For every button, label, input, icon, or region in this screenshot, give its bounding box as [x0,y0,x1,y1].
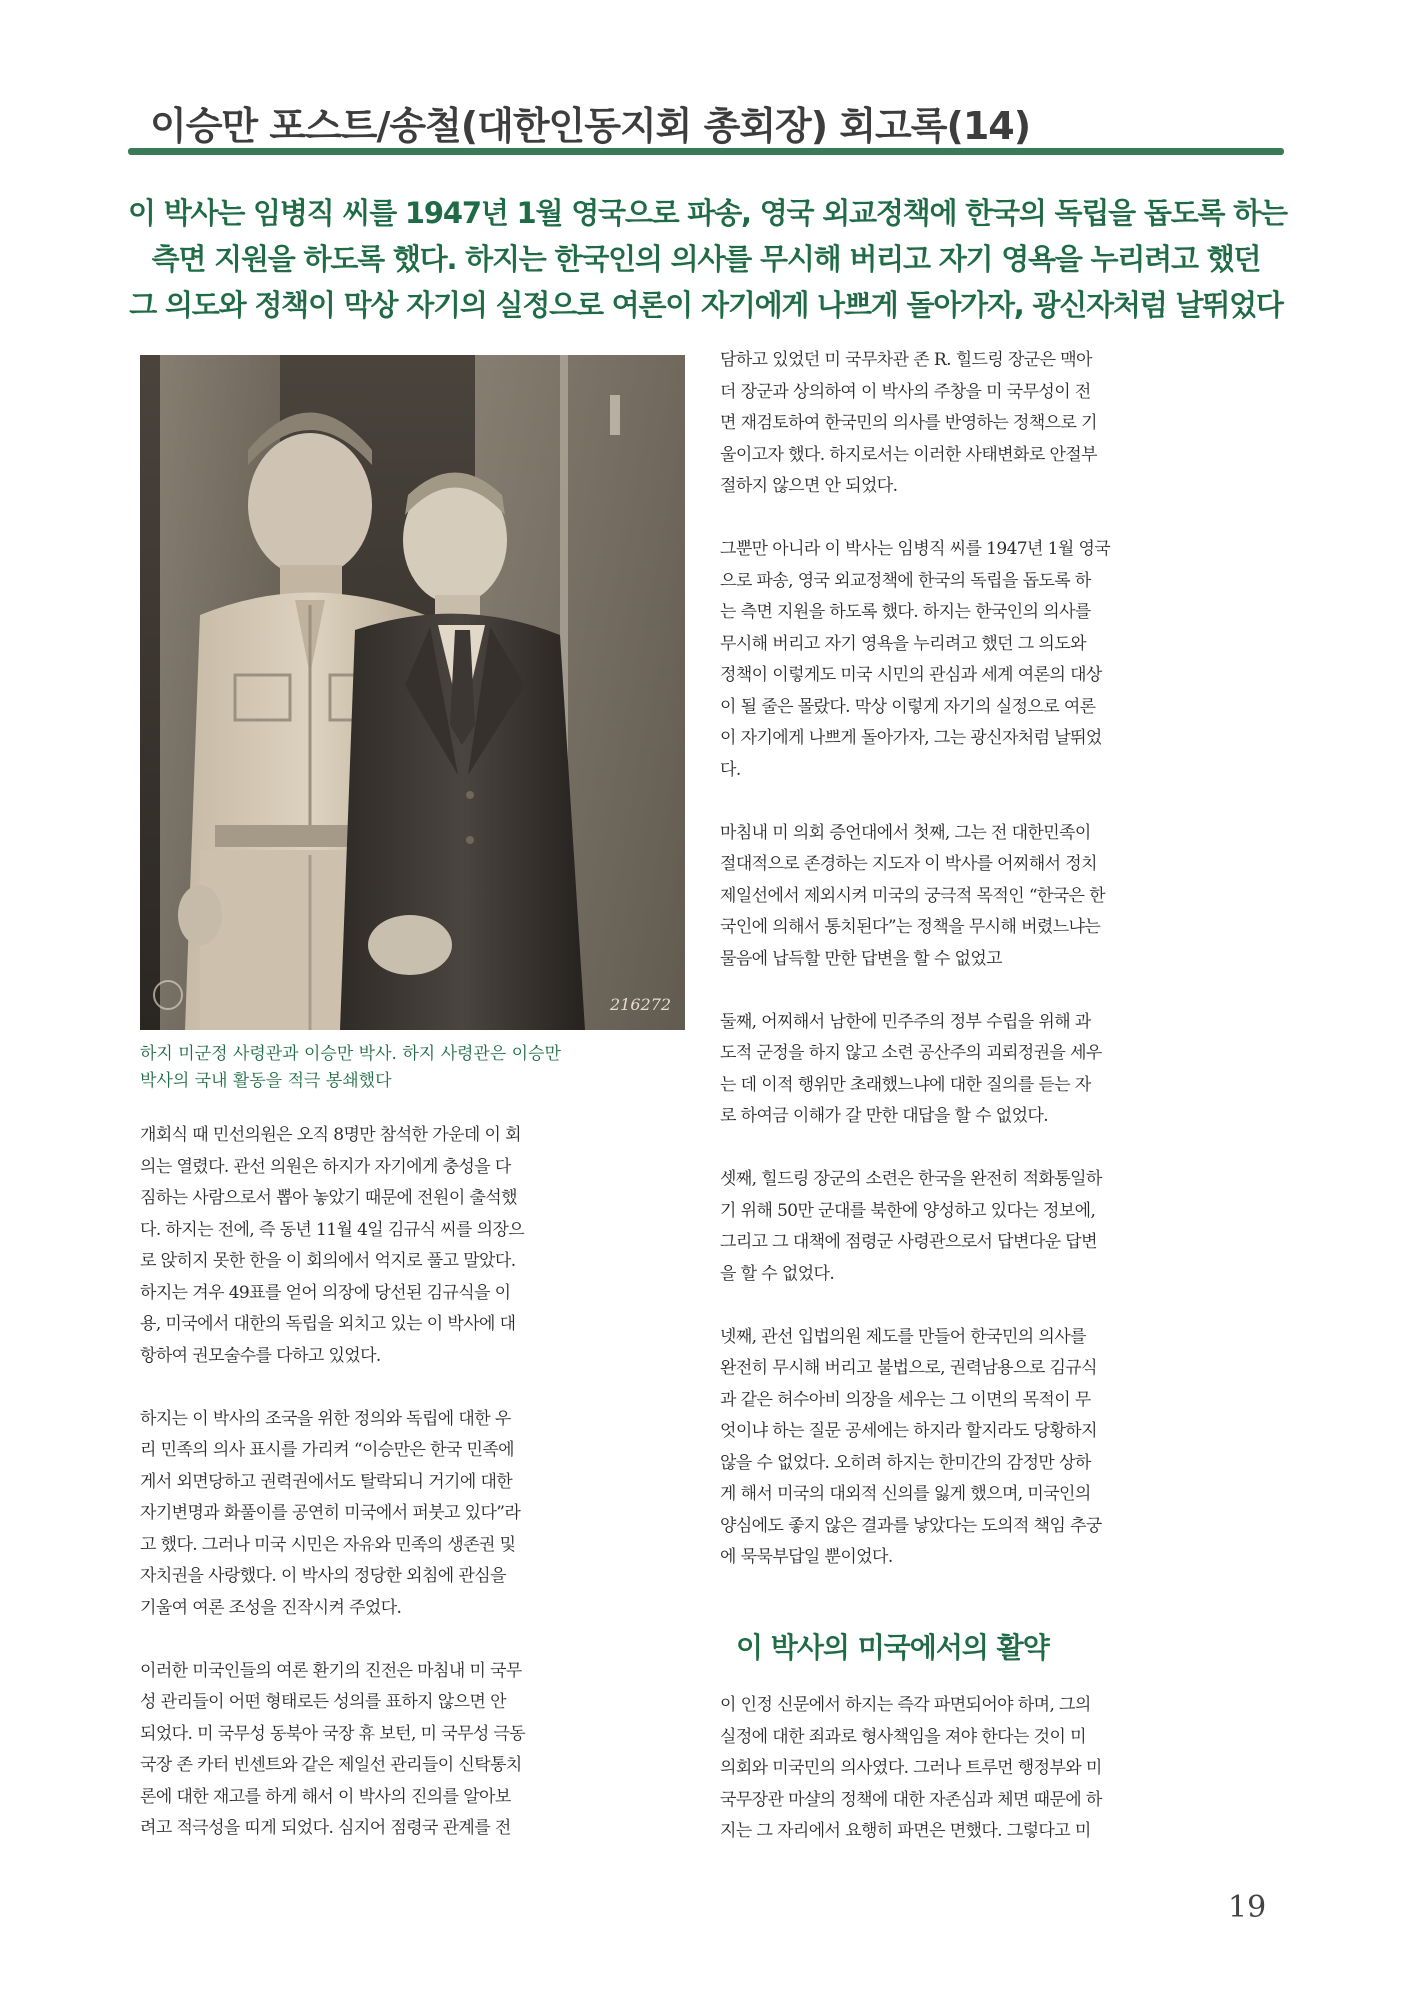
left-text-column [140,1120,688,1845]
body-line: 개회식 때 민선의원은 오직 8명만 참석한 가운데 이 회 [140,1125,521,1145]
body-line: 려고 적극성을 띠게 되었다. 심지어 점령국 관계를 전 [140,1818,511,1838]
body-line: 리 민족의 의사 표시를 가리켜 “이승만은 한국 민족에 [140,1440,514,1460]
paragraph-gap [720,1290,1276,1322]
paragraph-gap [720,503,1276,535]
body-line: 절하지 않으면 안 되었다. [720,476,898,496]
header-divider [128,148,1284,155]
section-subheading: 이 박사의 미국에서의 활약 [736,1631,1049,1664]
body-line: 엇이냐 하는 질문 공세에는 하지라 할지라도 당황하지 [720,1421,1097,1441]
body-line: 넷째, 관선 입법의원 제도를 만들어 한국민의 의사를 [720,1326,1086,1347]
body-line: 기 위해 50만 군대를 북한에 양성하고 있다는 정보에, [720,1200,1096,1221]
right-text-column [720,345,1276,1574]
body-line: 제일선에서 제외시켜 미국의 궁극적 목적인 “한국은 한 [720,885,1105,906]
body-line: 양심에도 좋지 않은 결과를 낳았다는 도의적 책임 추궁 [720,1515,1102,1536]
body-line: 국인에 의해서 통치된다”는 정책을 무시해 버렸느냐는 [720,917,1101,937]
paragraph-gap [720,786,1276,818]
body-line: 이 자기에게 나쁘게 돌아가자, 그는 광신자처럼 날뛰었 [720,728,1102,748]
photo-caption [140,1041,685,1095]
body-line: 완전히 무시해 버리고 불법으로, 권력남용으로 김규식 [720,1358,1097,1378]
body-line: 정책이 이렇게도 미국 시민의 관심과 세계 여론의 대상 [720,665,1102,685]
page-number: 19 [1228,1890,1267,1925]
body-line: 둘째, 어찌해서 남한에 민주주의 정부 수립을 위해 과 [720,1011,1091,1032]
caption-line: 하지 미군정 사령관과 이승만 박사. 하지 사령관은 이승만 [140,1044,561,1064]
body-line: 이 될 줄은 몰랐다. 막상 이렇게 자기의 실정으로 여론 [720,696,1096,717]
headline-line: 측면 지원을 하도록 했다. 하지는 한국인의 의사를 무시해 버리고 자기 영욕을 누리려고 했던 [151,242,1261,276]
body-line: 게서 외면당하고 권력권에서도 탈락되니 거기에 대한 [140,1471,513,1492]
body-line: 울이고자 했다. 하지로서는 이러한 사태변화로 안절부 [720,444,1097,465]
body-line: 이 인정 신문에서 하지는 즉각 파면되어야 하며, 그의 [720,1695,1091,1715]
body-line: 이러한 미국인들의 여론 환기의 진전은 마침내 미 국무 [140,1660,522,1681]
body-line: 게 해서 미국의 대외적 신의를 잃게 했으며, 미국인의 [720,1484,1091,1504]
body-line: 는 측면 지원을 하도록 했다. 하지는 한국인의 의사를 [720,602,1091,622]
body-line: 는 데 이적 행위만 초래했느냐에 대한 질의를 듣는 자 [720,1074,1091,1095]
headline-line: 그 의도와 정책이 막상 자기의 실정으로 여론이 자기에게 나쁘게 돌아가자, 광신자처럼 날뛰었다 [129,288,1283,322]
body-line: 실정에 대한 죄과로 형사책임을 져야 한다는 것이 미 [720,1726,1086,1747]
body-line: 국장 존 카터 빈센트와 같은 제일선 관리들이 신탁통치 [140,1755,522,1775]
body-line: 도적 군정을 하지 않고 소련 공산주의 괴뢰정권을 세우 [720,1043,1102,1063]
body-line: 마침내 미 의회 증언대에서 첫째, 그는 전 대한민족이 [720,822,1091,843]
body-line: 고 했다. 그러나 미국 시민은 자유와 민족의 생존권 및 [140,1534,516,1555]
body-line: 하지는 겨우 49표를 얻어 의장에 당선된 김규식을 이 [140,1282,511,1303]
page-header-title: 이승만 포스트/송철(대한인동지회 총회장) 회고록(14) [150,104,1031,148]
body-line: 과 같은 허수아비 의장을 세우는 그 이면의 목적이 무 [720,1389,1091,1410]
body-line: 성 관리들이 어떤 형태로든 성의를 표하지 않으면 안 [140,1692,506,1712]
body-line: 그뿐만 아니라 이 박사는 임병직 씨를 1947년 1월 영국 [720,539,1111,559]
body-line: 자치권을 사랑했다. 이 박사의 정당한 외침에 관심을 [140,1566,506,1586]
paragraph-gap [140,1372,688,1404]
body-line: 을 할 수 없었다. [720,1263,835,1284]
body-line: 지는 그 자리에서 요행히 파면은 면했다. 그렇다고 미 [720,1821,1091,1841]
body-line: 면 재검토하여 한국민의 의사를 반영하는 정책으로 기 [720,413,1097,433]
body-line: 셋째, 힐드링 장군의 소련은 한국을 완전히 적화통일하 [720,1169,1102,1189]
headline-line: 이 박사는 임병직 씨를 1947년 1월 영국으로 파송, 영국 외교정책에 한국의 독립을 돕도록 하는 [128,196,1287,230]
body-line: 국무장관 마샬의 정책에 대한 자존심과 체면 때문에 하 [720,1789,1102,1810]
body-line: 그리고 그 대책에 점령군 사령관으로서 답변다운 답변 [720,1232,1097,1252]
body-line: 되었다. 미 국무성 동북아 국장 휴 보턴, 미 국무성 극동 [140,1723,526,1744]
body-line: 항하여 권모술수를 다하고 있었다. [140,1345,381,1366]
body-line: 에 묵묵부답일 뿐이었다. [720,1547,893,1567]
body-line: 자기변명과 화풀이를 공연히 미국에서 퍼붓고 있다”라 [140,1503,521,1523]
body-line: 기울여 여론 조성을 진작시켜 주었다. [140,1597,402,1618]
body-line: 짐하는 사람으로서 뽑아 놓았기 때문에 전원이 출석했 [140,1188,517,1208]
right-text-column-continued [720,1690,1276,1848]
body-line: 다. 하지는 전에, 즉 동년 11월 4일 김규식 씨를 의장으 [140,1219,525,1240]
body-line: 의회와 미국민의 의사였다. 그러나 트루먼 행정부와 미 [720,1758,1102,1778]
photo-stamp: 216272 [610,995,672,1014]
paragraph-gap [720,975,1276,1007]
body-line: 물음에 납득할 만한 답변을 할 수 없었고 [720,948,1002,969]
body-line: 의는 열렸다. 관선 의원은 하지가 자기에게 충성을 다 [140,1156,511,1177]
body-line: 무시해 버리고 자기 영욕을 누리려고 했던 그 의도와 [720,633,1086,654]
body-line: 으로 파송, 영국 외교정책에 한국의 독립을 돕도록 하 [720,570,1091,591]
body-line: 로 앉히지 못한 한을 이 회의에서 억지로 풀고 말았다. [140,1251,516,1271]
body-line: 론에 대한 재고를 하게 해서 이 박사의 진의를 알아보 [140,1786,511,1807]
body-line: 더 장군과 상의하여 이 박사의 주창을 미 국무성이 전 [720,381,1091,402]
body-line: 다. [720,759,741,780]
caption-line: 박사의 국내 활동을 적극 봉쇄했다 [140,1071,392,1091]
body-line: 담하고 있었던 미 국무차관 존 R. 힐드링 장군은 맥아 [720,350,1092,370]
body-line: 절대적으로 존경하는 지도자 이 박사를 어찌해서 정치 [720,854,1097,874]
body-line: 용, 미국에서 대한의 독립을 외치고 있는 이 박사에 대 [140,1314,516,1334]
body-line: 로 하여금 이해가 갈 만한 대답을 할 수 없었다. [720,1106,1049,1126]
article-headline [128,190,1287,328]
historical-photo [140,355,685,1030]
body-line: 하지는 이 박사의 조국을 위한 정의와 독립에 대한 우 [140,1408,511,1429]
paragraph-gap [140,1624,688,1656]
body-line: 않을 수 없었다. 오히려 하지는 한미간의 감정만 상하 [720,1452,1091,1473]
paragraph-gap [720,1133,1276,1165]
